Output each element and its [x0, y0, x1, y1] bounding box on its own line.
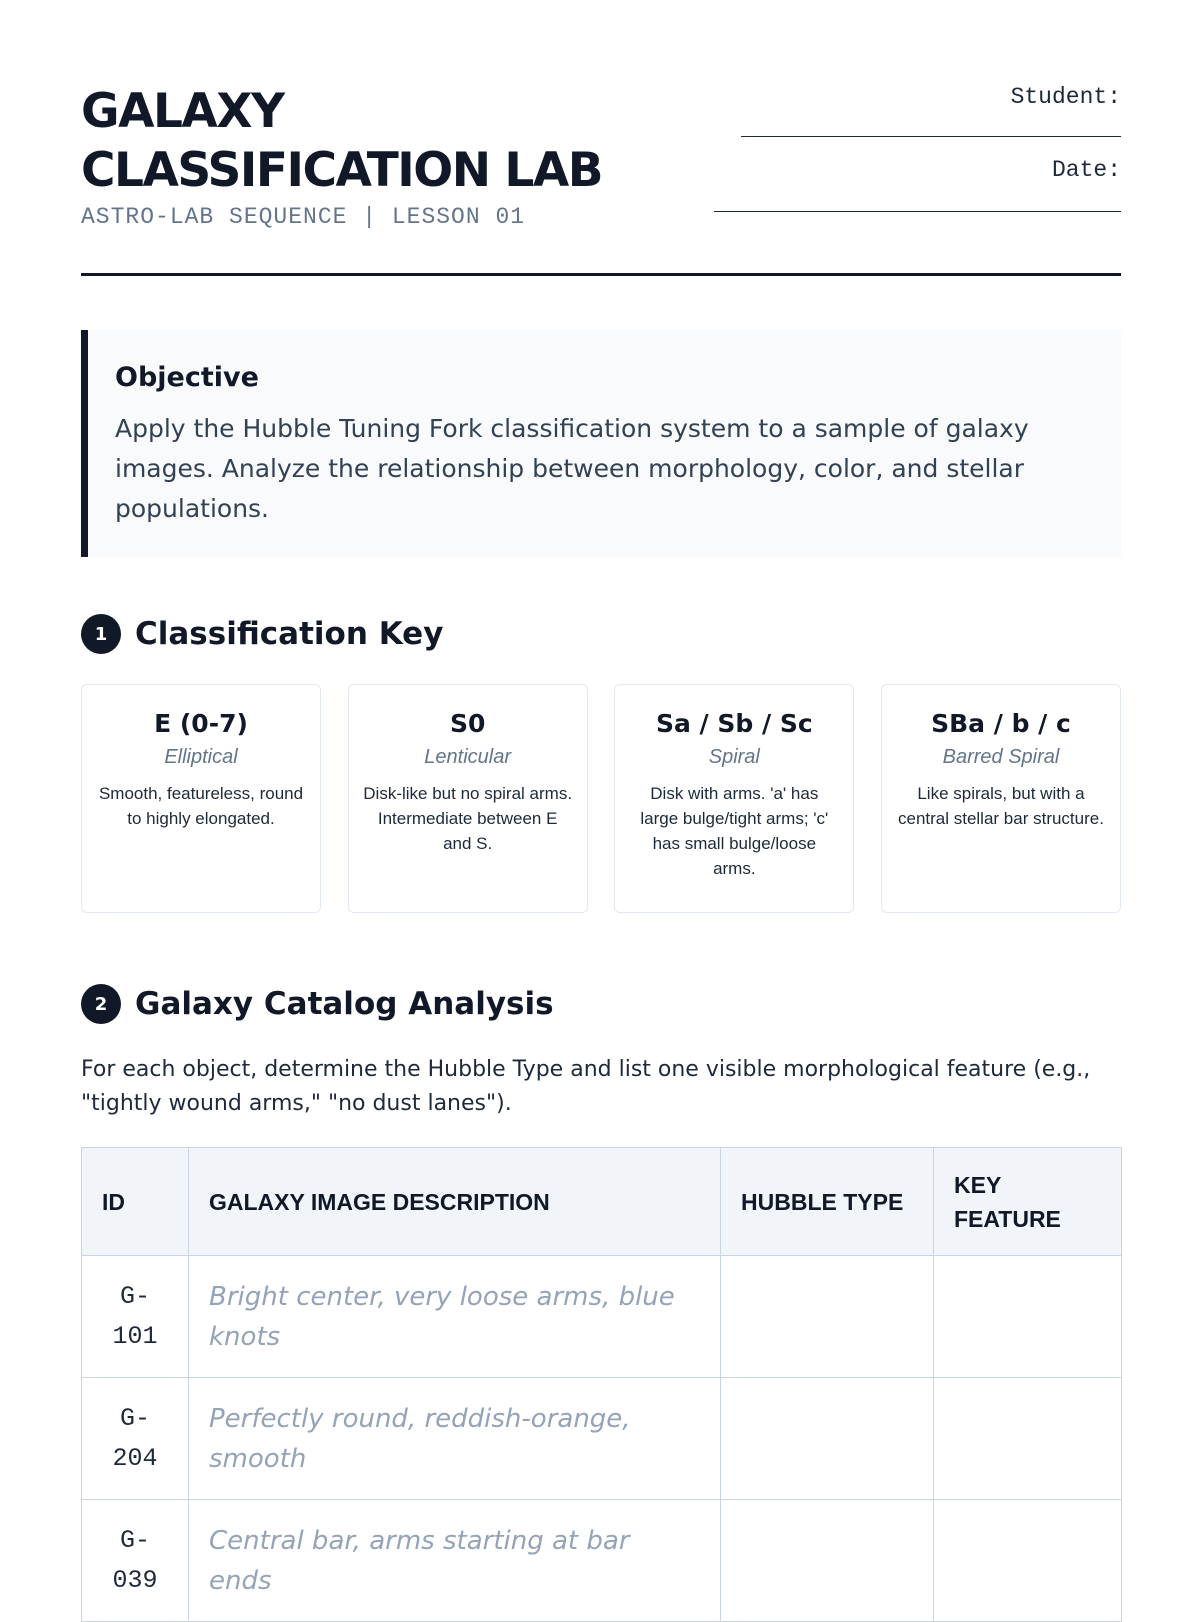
- galaxy-id-prefix: G-: [119, 1403, 150, 1433]
- galaxy-id-cell: [82, 1500, 189, 1622]
- objective-text: Apply the Hubble Tuning Fork classification system to a sample of galaxy images. Analyze the relationship between morphology, color, and stellar populations.: [115, 414, 1029, 523]
- classification-card-spiral: [614, 684, 854, 913]
- hubble-type-answer-cell[interactable]: [721, 1378, 934, 1500]
- section-number-badge: 2: [81, 984, 121, 1024]
- galaxy-id-cell: [82, 1378, 189, 1500]
- header-divider: [81, 273, 1121, 276]
- card-type-name: Lenticular: [424, 746, 512, 768]
- galaxy-id-number: 101: [112, 1321, 158, 1351]
- column-header-hubble-type: HUBBLE TYPE: [721, 1148, 934, 1256]
- galaxy-description-cell: Perfectly round, reddish-orange, smooth: [189, 1378, 721, 1500]
- objective-box: [81, 330, 1121, 557]
- classification-card-lenticular: [348, 684, 588, 913]
- galaxy-id-cell: [82, 1256, 189, 1378]
- student-label: Student:: [1010, 84, 1121, 110]
- card-description: Smooth, featureless, round to highly elongated.: [98, 784, 304, 828]
- card-type-name: Barred Spiral: [942, 746, 1060, 768]
- galaxy-id-number: 204: [112, 1443, 158, 1473]
- catalog-instructions: For each object, determine the Hubble Type and list one visible morphological feature (e.g., "tightly wound arms," "no dust lanes").: [81, 1057, 1091, 1116]
- key-feature-answer-cell[interactable]: [934, 1500, 1122, 1622]
- card-description: Disk-like but no spiral arms. Intermediate between E and S.: [363, 784, 573, 853]
- section-catalog-analysis-header: [81, 984, 554, 1024]
- galaxy-catalog-table: [81, 1147, 1122, 1622]
- section-title: Classification Key: [135, 616, 444, 652]
- galaxy-description-cell: Central bar, arms starting at bar ends: [189, 1500, 721, 1622]
- column-header-key-feature: KEY FEATURE: [934, 1148, 1122, 1256]
- classification-card-elliptical: [81, 684, 321, 913]
- card-type-name: Elliptical: [164, 746, 238, 768]
- key-feature-answer-cell[interactable]: [934, 1378, 1122, 1500]
- card-type-name: Spiral: [708, 746, 760, 768]
- date-field[interactable]: [714, 211, 1121, 212]
- classification-key-cards: [81, 684, 1121, 913]
- galaxy-id-prefix: G-: [119, 1281, 150, 1311]
- hubble-type-answer-cell[interactable]: [721, 1500, 934, 1622]
- card-description: Like spirals, but with a central stellar bar structure.: [897, 784, 1104, 828]
- objective-heading: Objective: [115, 362, 259, 393]
- page-subtitle: ASTRO-LAB SEQUENCE | LESSON 01: [81, 204, 526, 230]
- section-title: Galaxy Catalog Analysis: [135, 986, 554, 1022]
- column-header-description: GALAXY IMAGE DESCRIPTION: [189, 1148, 721, 1256]
- galaxy-id-number: 039: [112, 1565, 158, 1595]
- classification-card-barred-spiral: [881, 684, 1121, 913]
- date-label: Date:: [1051, 157, 1121, 183]
- section-number-badge: 1: [81, 614, 121, 654]
- worksheet-header: [81, 0, 1121, 276]
- galaxy-description-cell: Bright center, very loose arms, blue knots: [189, 1256, 721, 1378]
- key-feature-answer-cell[interactable]: [934, 1256, 1122, 1378]
- table-row: [82, 1256, 1122, 1378]
- page-title-line-2: CLASSIFICATION LAB: [81, 143, 603, 198]
- card-code: S0: [449, 709, 486, 738]
- page-title-line-1: GALAXY: [81, 84, 284, 139]
- hubble-type-answer-cell[interactable]: [721, 1256, 934, 1378]
- student-name-field[interactable]: [741, 136, 1121, 137]
- card-code: Sa / Sb / Sc: [655, 709, 813, 738]
- galaxy-id-prefix: G-: [119, 1525, 150, 1555]
- card-description: Disk with arms. 'a' has large bulge/tight arms; 'c' has small bulge/loose arms.: [640, 784, 829, 878]
- card-code: E (0-7): [154, 709, 248, 738]
- column-header-id: ID: [82, 1148, 189, 1256]
- table-row: [82, 1378, 1122, 1500]
- section-classification-key-header: [81, 614, 443, 654]
- table-header-row: [82, 1148, 1122, 1256]
- table-row: [82, 1500, 1122, 1622]
- card-code: SBa / b / c: [931, 709, 1071, 738]
- worksheet-page: [81, 0, 1121, 1596]
